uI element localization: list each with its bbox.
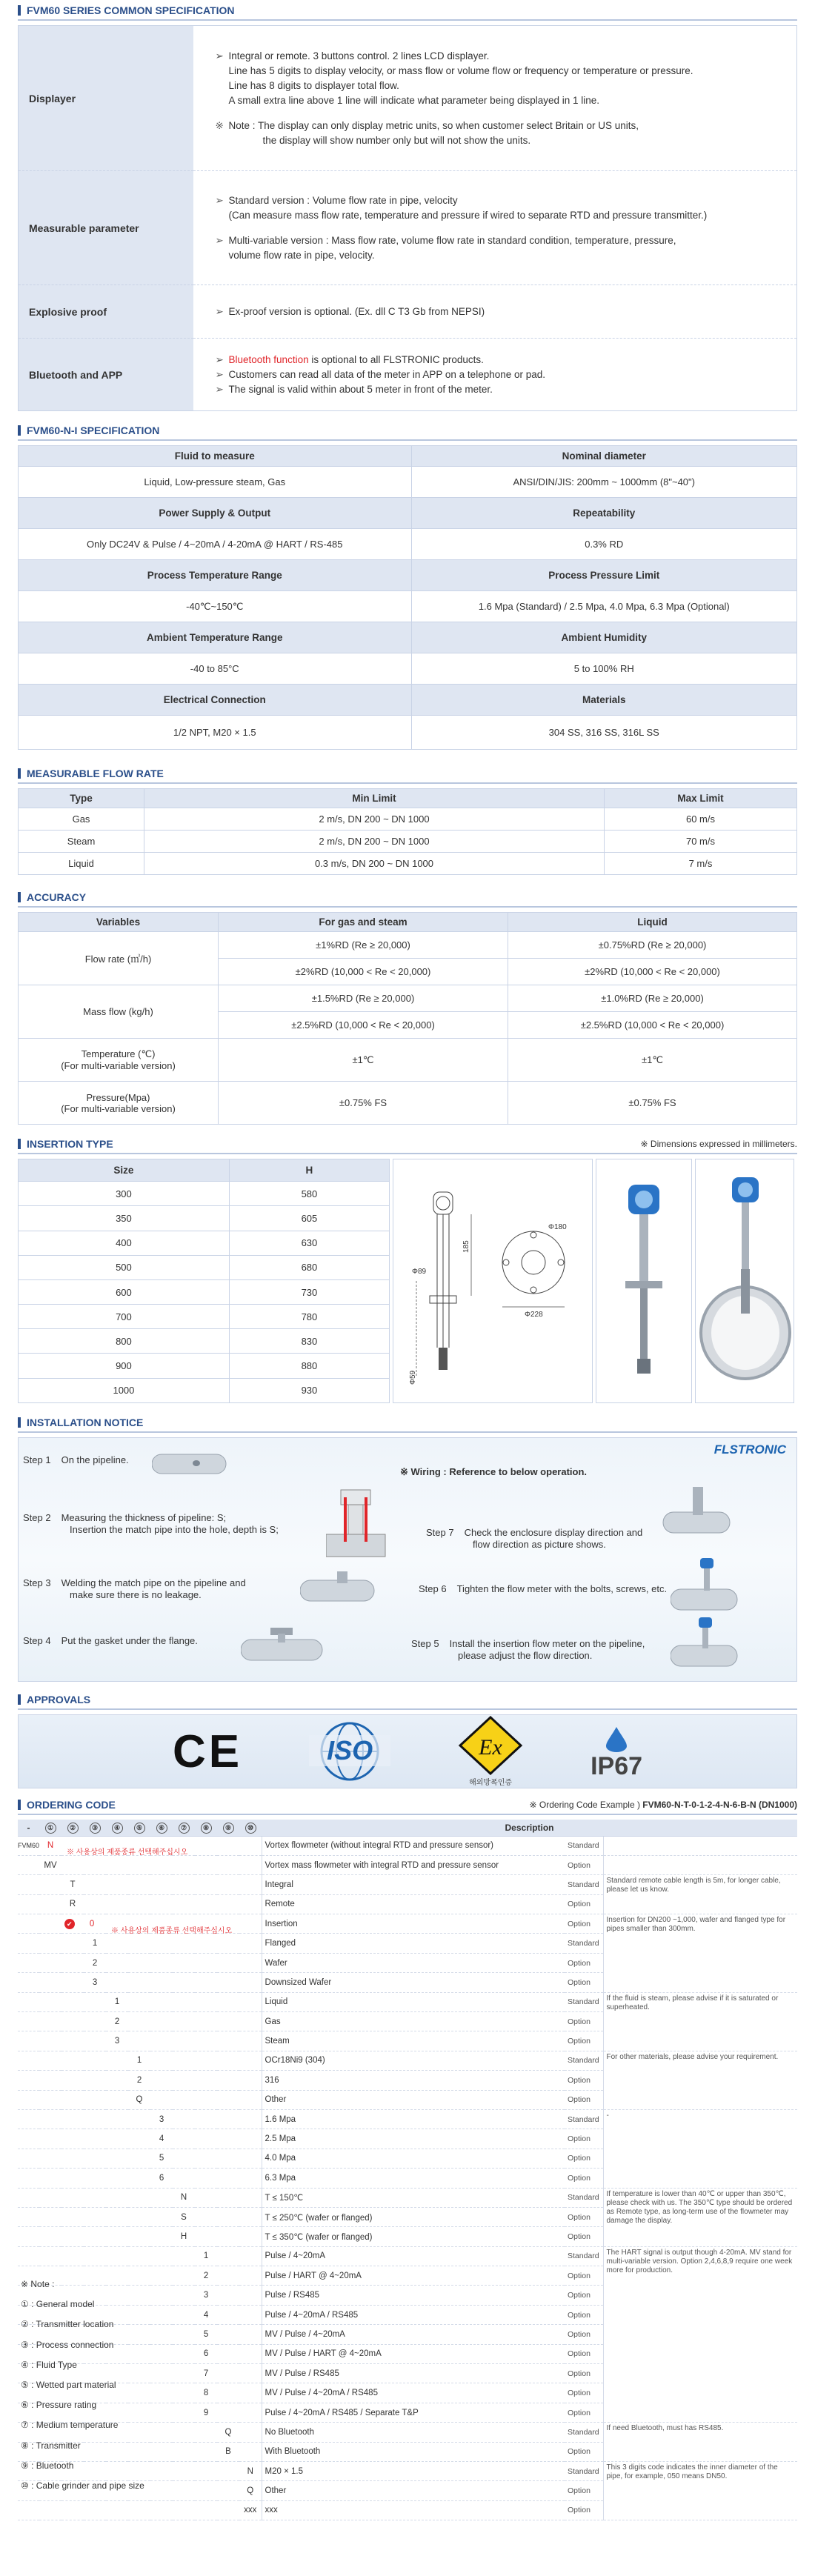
ordering-row: 3 Downsized Wafer Option — [18, 1973, 797, 1992]
meter-pipe-icon-2 — [671, 1557, 745, 1623]
section-title-approvals: APPROVALS — [18, 1691, 797, 1710]
flow-rate-table: Type Min Limit Max Limit Gas 2 m/s, DN 200 ~ DN 1000 60 m/s Steam 2 m/s, DN 200 ~ DN 1000 70 m/s Liquid 0.3 m/s, DN 200 ~ DN 1000 7 m/s — [18, 788, 797, 875]
spec-label: Displayer — [19, 26, 193, 171]
side-note: If the fluid is steam, please advise if it is saturated or superheated. — [603, 1992, 797, 2051]
installation-panel: FLSTRONIC ※ Wiring : Reference to below operation. Step 1 On the pipeline. Step 2 Measuring the thickness of pipeline: S; Insertion the match pipe into the hole, depth is S; Step 3 Welding the match pipe on the pipeline and make sure there is no leakage. Step 4 Put the gasket under the flange. Step 5 Install the insertion flow meter on the pipeline, please adjust the flow direction. Step 6 Tighten the flow meter with the bolts, screws, etc. Step 7 Check the enclosure display direction and flow direction as picture shows. — [18, 1437, 797, 1682]
table-row: 600 730 — [19, 1279, 390, 1304]
code-value: 2 — [114, 2017, 120, 2026]
svg-text:185: 185 — [462, 1240, 470, 1253]
ordering-row: 5 4.0 Mpa Option — [18, 2149, 797, 2168]
section-title-ni-spec: FVM60-N-I SPECIFICATION — [18, 422, 797, 441]
section-title-ordering: ORDERING CODE ※ Ordering Code Example ) FVM60-N-T-0-1-2-4-N-6-B-N (DN1000) — [18, 1796, 797, 1815]
spec-row-measurable: Measurable parameter ➢ Standard version : Volume flow rate in pipe, velocity (Can measure mass flow rate, temperature and pressure if wired to separate RTD and pressure transmitter.) ➢ Multi-variable version : Mass flow rate, volume flow rate in standard condition, temperature, pressure, volume flow rate in pipe, velocity. — [19, 171, 797, 285]
korean-note: ※ 사용상의 제품종류 선택해주십시오 — [67, 1848, 188, 1857]
meter-pipe-icon-1 — [656, 1482, 737, 1549]
code-value: R — [69, 1900, 76, 1909]
section-title-insertion: INSERTION TYPE ※ Dimensions expressed in millimeters. — [18, 1135, 797, 1154]
pipe-icon — [152, 1448, 233, 1478]
ordering-row: Q No Bluetooth Standard If need Bluetooth, must has RS485. — [18, 2423, 797, 2442]
spec-row-explosive: Explosive proof ➢ Ex-proof version is optional. (Ex. dll C T3 Gb from NEPSI) — [19, 285, 797, 339]
ordering-row: 3 Steam Option — [18, 2031, 797, 2051]
common-spec-table — [18, 25, 797, 411]
code-value: 8 — [203, 2389, 209, 2398]
ordering-row: 6 MV / Pulse / HART @ 4~20mA Option — [18, 2344, 797, 2363]
install-step-3: Step 3 Welding the match pipe on the pipeline and make sure there is no leakage. — [23, 1577, 246, 1600]
table-row: 300 580 — [19, 1182, 390, 1206]
install-step-5: Step 5 Install the insertion flow meter on the pipeline, please adjust the flow direction. — [411, 1638, 645, 1661]
spec-row-displayer: Displayer ➢ Integral or remote. 3 buttons control. 2 lines LCD displayer. Line has 5 digits to display velocity, or mass flow or volume flow or frequency or temperature or pressure. Line has 8 digits to displayer total flow. A small extra line above 1 line will indicate what parameter being displayed in 1 line. ※ Note : The display can only display metric units, so when customer select Britain or US units, the display will show number only but will not show the units. — [19, 26, 797, 171]
section-title-common-spec: FVM60 SERIES COMMON SPECIFICATION — [18, 1, 797, 21]
code-value: 0 — [89, 1919, 95, 1928]
title-bar-icon — [18, 5, 21, 16]
title-bar-icon — [18, 1800, 21, 1810]
section-title-installation: INSTALLATION NOTICE — [18, 1414, 797, 1433]
title-bar-icon — [18, 1694, 21, 1705]
iso-mark-icon: ISO — [309, 1722, 390, 1781]
ordering-notes: ※ Note : ① : General model ② : Transmitter location ③ : Process connection ④ : Fluid Type ⑤ : Wetted part material ⑥ : Pressure rating ⑦ : Medium temperature ⑧ : Transmitter ⑨ : Bluetooth ⑩ : Cable grinder and pipe size — [21, 2279, 144, 2492]
side-note: Standard remote cable length is 5m, for longer cable, please let us know. — [603, 1875, 797, 1914]
code-value: Q — [136, 2095, 143, 2105]
table-row: 1000 930 — [19, 1378, 390, 1402]
code-value: H — [180, 2232, 187, 2241]
table-row: 350 605 — [19, 1206, 390, 1231]
gasket-pipe-icon — [241, 1623, 330, 1668]
code-value: 1 — [203, 2251, 209, 2261]
code-value: Q — [247, 2486, 254, 2496]
ordering-row: 4 Pulse / 4~20mA / RS485 Option — [18, 2305, 797, 2324]
ordering-row: 3 Pulse / RS485 Option — [18, 2286, 797, 2305]
side-note: Insertion for DN200 ~1,000, wafer and flanged type for pipes smaller than 300mm. — [603, 1914, 797, 1993]
ordering-row: N T ≤ 150℃ Standard If temperature is lower than 40℃ or upper than 350℃, please check with us. The 350℃ type should be ordered as Remote type, as long-term use of the flowmeter may damage the display. — [18, 2188, 797, 2207]
code-value: 1 — [114, 1997, 120, 2007]
ordering-row: 2 Wafer Option — [18, 1953, 797, 1972]
table-row: 700 780 — [19, 1305, 390, 1329]
code-value: 3 — [92, 1977, 98, 1987]
approvals-panel — [18, 1714, 797, 1788]
side-note: If need Bluetooth, must has RS485. — [603, 2423, 797, 2462]
install-step-2: Step 2 Measuring the thickness of pipeline: S; Insertion the match pipe into the hole, depth is S; — [23, 1512, 279, 1535]
ordering-row: H T ≤ 350℃ (wafer or flanged) Option — [18, 2227, 797, 2246]
code-value: 5 — [159, 2154, 164, 2163]
ordering-row: 5 MV / Pulse / 4~20mA Option — [18, 2325, 797, 2344]
install-step-6: Step 6 Tighten the flow meter with the bolts, screws, etc. — [419, 1583, 668, 1594]
section-title-accuracy: ACCURACY — [18, 888, 797, 908]
ordering-row: 2 Gas Option — [18, 2012, 797, 2031]
svg-text:Φ228: Φ228 — [525, 1311, 543, 1319]
accuracy-table: Variables For gas and steam Liquid Flow rate (㎥/h) ±1%RD (Re ≥ 20,000) ±0.75%RD (Re ≥ 20,000) ±2%RD (10,000 < Re < 20,000) ±2%RD (10,000 < Re < 20,000) Mass flow (kg/h) ±1.5%RD (Re ≥ 20,000) ±1.0%RD (Re ≥ 20,000) ±2.5%RD (10,000 < Re < 20,000) ±2.5%RD (10,000 < Re < 20,000) Temperature (℃) (For multi-variable version) ±1℃ ±1℃ Pressure(Mpa) (For multi-variable version) ±0.75% FS ±0.75% FS — [18, 912, 797, 1125]
ordering-row: T Integral Standard Standard remote cable length is 5m, for longer cable, please let us know. — [18, 1875, 797, 1894]
korean-note: ※ 사용상의 제품종류 선택해주십시오 — [111, 1926, 233, 1935]
table-row: Steam 2 m/s, DN 200 ~ DN 1000 70 m/s — [19, 831, 797, 853]
check-icon: ✔ — [64, 1919, 75, 1929]
ordering-row: N M20 × 1.5 Standard This 3 digits code indicates the inner diameter of the pipe, for example, 050 means DN50. — [18, 2462, 797, 2481]
code-value: N — [180, 2193, 187, 2203]
ordering-row: 6 6.3 Mpa Option — [18, 2169, 797, 2188]
ordering-row: FVM60 N ※ 사용상의 제품종류 선택해주십시오 Vortex flowmeter (without integral RTD and pressure sensor) Standard — [18, 1836, 797, 1855]
code-value: 1 — [92, 1939, 98, 1948]
insertion-drawing — [393, 1159, 593, 1403]
ordering-row: ✔ 0 ※ 사용상의 제품종류 선택해주십시오 Insertion Option Insertion for DN200 ~1,000, wafer and flanged type for pipes smaller than 300mm. — [18, 1914, 797, 1934]
table-row: Gas 2 m/s, DN 200 ~ DN 1000 60 m/s — [19, 808, 797, 831]
ordering-row: 4 2.5 Mpa Option — [18, 2129, 797, 2149]
table-row: 900 880 — [19, 1354, 390, 1378]
ordering-row: 7 MV / Pulse / RS485 Option — [18, 2364, 797, 2383]
install-step-4: Step 4 Put the gasket under the flange. — [23, 1635, 198, 1646]
code-value: 3 — [159, 2114, 164, 2124]
meter-pipe-icon-3 — [671, 1616, 745, 1675]
spec-row-bluetooth: Bluetooth and APP ➢ Bluetooth function is optional to all FLSTRONIC products. ➢ Customers can read all data of the meter in APP on a telephone or pad. ➢ The signal is valid within about 5 meter in front of the meter. — [19, 339, 797, 411]
ordering-row: MV Vortex mass flowmeter with integral RTD and pressure sensor Option — [18, 1855, 797, 1874]
ex-mark-icon: Ex 해외방폭인증 — [457, 1716, 524, 1787]
code-value: 7 — [203, 2369, 209, 2378]
ordering-row: B With Bluetooth Option — [18, 2442, 797, 2461]
table-row: Liquid 0.3 m/s, DN 200 ~ DN 1000 7 m/s — [19, 853, 797, 875]
svg-text:Ex: Ex — [479, 1735, 502, 1760]
ordering-row: 1 OCr18Ni9 (304) Standard For other materials, please advise your requirement. — [18, 2051, 797, 2070]
code-value: 9 — [203, 2408, 209, 2417]
insertion-section — [18, 1159, 797, 1403]
side-note: For other materials, please advise your requirement. — [603, 2051, 797, 2109]
code-value: 2 — [92, 1958, 98, 1968]
insertion-photo-1 — [596, 1159, 692, 1403]
code-value: S — [181, 2212, 187, 2222]
code-value: 5 — [203, 2329, 209, 2339]
ordering-row: 2 Pulse / HART @ 4~20mA Option — [18, 2266, 797, 2286]
ordering-row: 2 316 Option — [18, 2071, 797, 2090]
svg-text:Φ59: Φ59 — [409, 1370, 417, 1385]
ce-mark-icon: CE — [172, 1725, 243, 1777]
code-value: 6 — [203, 2349, 209, 2359]
ordering-row: 8 MV / Pulse / 4~20mA / RS485 Option — [18, 2383, 797, 2403]
title-bar-icon — [18, 1139, 21, 1149]
ordering-row: R Remote Option — [18, 1894, 797, 1914]
code-value: 3 — [114, 2037, 120, 2046]
install-step-7: Step 7 Check the enclosure display direction and flow direction as picture shows. — [426, 1527, 643, 1550]
code-value: B — [225, 2447, 231, 2457]
insertion-photo-2 — [695, 1159, 794, 1403]
ni-spec-table: Fluid to measure Nominal diameter Liquid, Low-pressure steam, Gas ANSI/DIN/JIS: 200mm ~ 1000mm (8"~40") Power Supply & Output Repeatability Only DC24V & Pulse / 4~20mA / 4-20mA @ HART / RS-485 0.3% RD Process Temperature Range Process Pressure Limit -40℃~150℃ 1.6 Mpa (Standard) / 2.5 Mpa, 4.0 Mpa, 6.3 Mpa (Optional) Ambient Temperature Range Ambient Humidity -40 to 85°C 5 to 100% RH Electrical Connection Materials 1/2 NPT, M20 × 1.5 304 SS, 316 SS, 316L SS — [18, 445, 797, 750]
code-value: 3 — [203, 2291, 209, 2300]
title-bar-icon — [18, 892, 21, 902]
side-note: - — [603, 2109, 797, 2188]
code-value: T — [70, 1880, 76, 1889]
ordering-row: 1 Pulse / 4~20mA Standard The HART signal is output though 4-20mA. MV stand for multi-variable version. Option 2,4,6,8,9 require one week more for production. — [18, 2246, 797, 2266]
code-value: 4 — [159, 2134, 164, 2144]
code-value: Q — [224, 2427, 232, 2437]
svg-text:Φ180: Φ180 — [548, 1223, 567, 1231]
table-row: 500 680 — [19, 1255, 390, 1279]
title-bar-icon — [18, 425, 21, 436]
ordering-row: S T ≤ 250℃ (wafer or flanged) Option — [18, 2207, 797, 2226]
ordering-row: 3 1.6 Mpa Standard - — [18, 2109, 797, 2129]
side-note: This 3 digits code indicates the inner diameter of the pipe, for example, 050 means DN50. — [603, 2462, 797, 2520]
insertion-table: Size H 300 580 350 605 400 630 500 680 600 730 700 780 800 830 900 880 1000 930 — [18, 1159, 390, 1403]
code-value: MV — [44, 1860, 57, 1870]
code-value: N — [247, 2466, 253, 2476]
section-title-flow-rate: MEASURABLE FLOW RATE — [18, 765, 797, 784]
ordering-row: 9 Pulse / 4~20mA / RS485 / Separate T&P Option — [18, 2403, 797, 2422]
code-value: N — [47, 1841, 54, 1851]
code-value: 4 — [203, 2310, 209, 2320]
code-value: 2 — [203, 2271, 209, 2280]
match-pipe-icon — [326, 1482, 393, 1564]
title-bar-icon — [18, 1417, 21, 1428]
code-value: 6 — [159, 2173, 164, 2183]
ordering-row: xxx xxx Option — [18, 2500, 797, 2520]
side-note: If temperature is lower than 40℃ or upper than 350℃, please check with us. The 350℃ type should be ordered as Remote type, as long-term use of the flowmeter may damage the display. — [603, 2188, 797, 2246]
ordering-row: 1 Flanged Standard — [18, 1934, 797, 1953]
ordering-code-table: - ① ② ③ ④ ⑤ ⑥ ⑦ ⑧ ⑨ ⑩ Description FVM60 N ※ 사용상의 제품종류 선택해주십시오 Vortex flowmeter (without integral RTD and pressure sensor) Standard MV Vortex mass flowmeter with integral RTD and pressure sensor Option T Integral Standard Standard remote cable length is 5m, for longer cable, please let us know. R Remote Option ✔ 0 ※ 사용상의 제품종류 선택해주십시오 Insertion Option Insertion for DN200 ~1,000, wafer and flanged type for pipes smaller than 300mm. 1 Flanged Standard 2 Wafer Option 3 Downsized Wafer Option 1 Liquid Standard If the fluid is steam, please advise if it is saturated or superheated. 2 Gas Option 3 Steam Option 1 OCr18Ni9 (304) Standard For other materials, please advise your requirement. 2 316 Option Q Other Option 3 1.6 Mpa Standard - 4 2.5 Mpa Option 5 4.0 Mpa Option 6 6.3 Mpa Option N T ≤ 150℃ Standard If temperature is lower than 40℃ or upper than 350℃, please check with us. The 350℃ type should be ordered as Remote type, as long-term use of the flowmeter may damage the display. S T ≤ 250℃ (wafer or flanged) Option H T ≤ 350℃ (wafer or flanged) Option 1 Pulse / 4~20mA Standard The HART signal is output though 4-20mA. MV stand for multi-variable version. Option 2,4,6,8,9 require one week more for production. 2 Pulse / HART @ 4~20mA Option 3 Pulse / RS485 Option 4 Pulse / 4~20mA / RS485 Option 5 MV / Pulse / 4~20mA Option 6 MV / Pulse / HART @ 4~20mA Option 7 MV / Pulse / RS485 Option 8 MV / Pulse / 4~20mA / RS485 Option 9 Pulse / 4~20mA / RS485 / Separate T&P Option Q No Bluetooth Standard If need Bluetooth, must has RS485. B With Bluetooth Option N M20 × 1.5 Standard This 3 digits code indicates the inner diameter of the pipe, for example, 050 means DN50. Q Other Option xxx xxx Option — [18, 1820, 797, 2520]
svg-text:Φ89: Φ89 — [412, 1268, 427, 1276]
ordering-row: 1 Liquid Standard If the fluid is steam, please advise if it is saturated or superheated. — [18, 1992, 797, 2011]
weld-pipe-icon — [300, 1570, 382, 1607]
code-value: 1 — [136, 2056, 142, 2066]
install-step-1: Step 1 On the pipeline. — [23, 1454, 129, 1465]
title-bar-icon — [18, 768, 21, 779]
ordering-row: Q Other Option — [18, 2090, 797, 2109]
table-row: 400 630 — [19, 1231, 390, 1255]
code-value: 2 — [136, 2075, 142, 2085]
table-row: 800 830 — [19, 1329, 390, 1354]
flstronic-logo: FLSTRONIC — [713, 1442, 786, 1457]
code-value: xxx — [244, 2506, 257, 2515]
ordering-row: Q Other Option — [18, 2481, 797, 2500]
ip67-mark-icon: IP67 — [591, 1725, 642, 1778]
side-note: The HART signal is output though 4-20mA. MV stand for multi-variable version. Option 2,4,6,8,9 require one week more for production. — [603, 2246, 797, 2423]
